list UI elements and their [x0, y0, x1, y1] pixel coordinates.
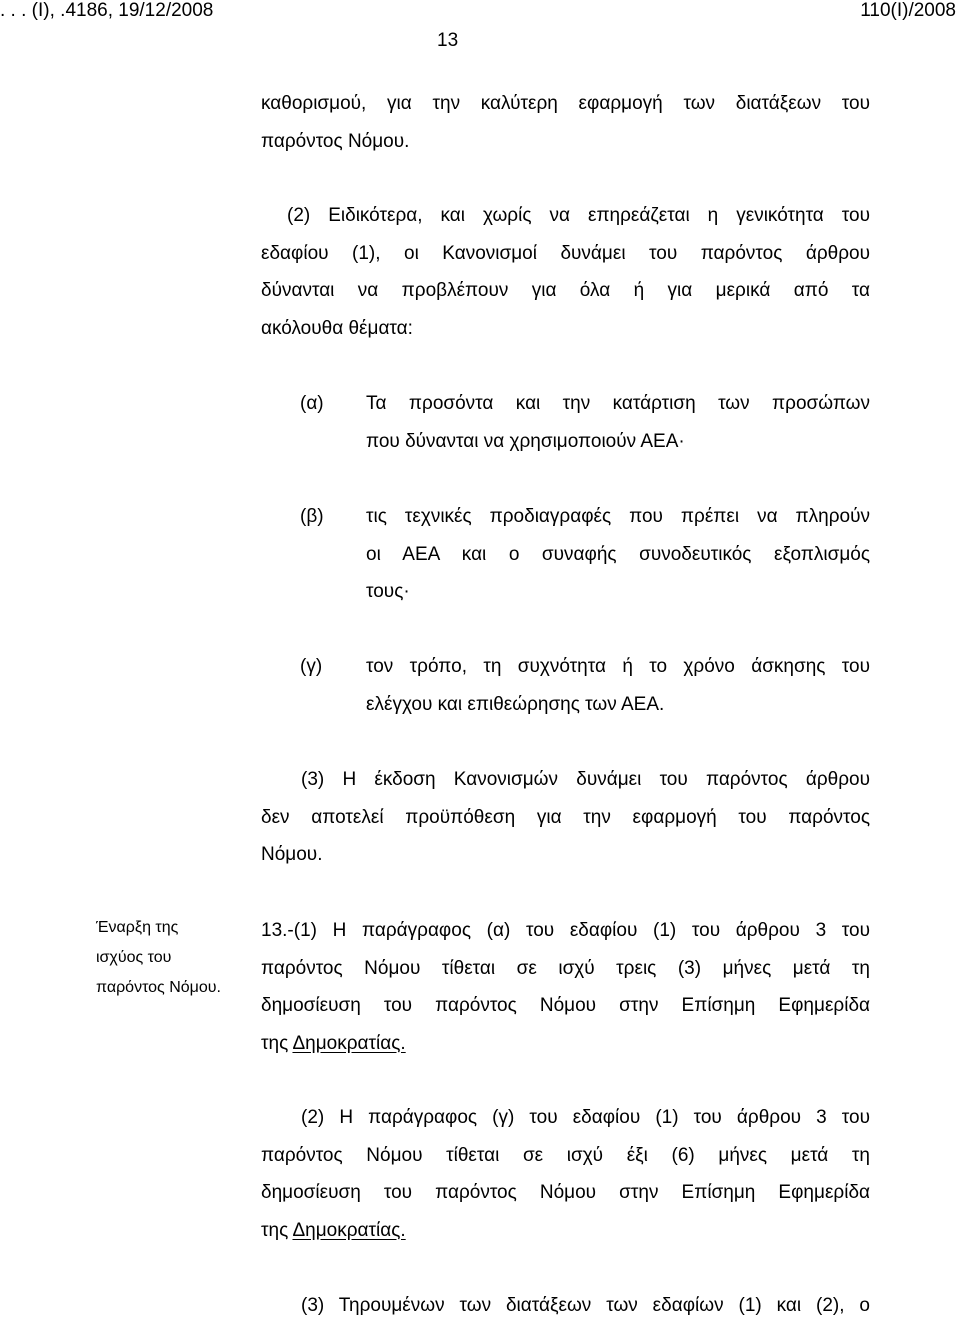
- item-c-text: [366, 648, 870, 723]
- text-line: που δύνανται να χρησιμοποιούν ΑΕΑ·: [366, 430, 685, 452]
- text-line: δημοσίευση του παρόντος Νόμου στην Επίσημη Εφημερίδα: [261, 995, 870, 1016]
- underlined-text: Δημοκρατίας.: [292, 1219, 406, 1241]
- text-line: τις τεχνικές προδιαγραφές που πρέπει να πληρούν: [366, 506, 870, 527]
- paragraph-2: [261, 197, 870, 347]
- item-b-text: [366, 498, 870, 611]
- section-13-2: [261, 1099, 870, 1249]
- header-law-number: 110(Ι)/2008: [860, 0, 956, 21]
- text-line: (3) Τηρουμένων των διατάξεων των εδαφίων (1) και (2), ο: [301, 1295, 870, 1316]
- text-line: Τα προσόντα και την κατάρτιση των προσώπων: [366, 393, 870, 414]
- page-number: 13: [437, 30, 459, 51]
- text-line: δεν αποτελεί προϋπόθεση για την εφαρμογή του παρόντος: [261, 806, 870, 828]
- margin-note: [96, 913, 246, 1003]
- text-line: [261, 1025, 870, 1063]
- text-line: (2) Η παράγραφος (γ) του εδαφίου (1) του άρθρου 3 του: [301, 1107, 870, 1128]
- text-line: δημοσίευση του παρόντος Νόμου στην Επίσημη Εφημερίδα: [261, 1182, 870, 1203]
- item-label-b: (β): [300, 506, 324, 527]
- text-line: ελέγχου και επιθεώρησης των ΑΕΑ.: [366, 693, 665, 715]
- text-line: [261, 1212, 870, 1250]
- item-a-text: [366, 385, 870, 460]
- text-fragment: της: [261, 1219, 293, 1241]
- text-line: 13.-(1) Η παράγραφος (α) του εδαφίου (1) του άρθρου 3 του: [261, 920, 870, 941]
- text-line: δύνανται να προβλέπουν για όλα ή για μερικά από τα: [261, 280, 870, 301]
- text-line: παρόντος Νόμου.: [261, 130, 410, 152]
- text-line: οι ΑΕΑ και ο συναφής συνοδευτικός εξοπλισμός: [366, 543, 870, 565]
- text-line: καθορισμού, για την καλύτερη εφαρμογή των διατάξεων του: [261, 93, 870, 114]
- text-line: τον τρόπο, τη συχνότητα ή το χρόνο άσκησης του: [366, 656, 870, 677]
- margin-note-line: Έναρξη της: [96, 919, 179, 936]
- paragraph-continuation: [261, 85, 870, 160]
- margin-note-line: ισχύος του: [96, 949, 172, 966]
- underlined-text: Δημοκρατίας.: [292, 1032, 406, 1054]
- item-label-c: (γ): [300, 656, 323, 677]
- text-line: Νόμου.: [261, 844, 323, 865]
- text-line: (3) Η έκδοση Κανονισμών δυνάμει του παρόντος άρθρου: [301, 769, 870, 790]
- text-line: τους·: [366, 581, 410, 602]
- text-line: παρόντος Νόμου τίθεται σε ισχύ τρεις (3) μήνες μετά τη: [261, 957, 870, 979]
- section-13-1: [261, 912, 870, 1062]
- item-label-a: (α): [300, 393, 324, 414]
- margin-note-line: παρόντος Νόμου.: [96, 979, 221, 996]
- section-13-3: [261, 1287, 870, 1325]
- text-fragment: της: [261, 1032, 293, 1054]
- text-line: εδαφίου (1), οι Κανονισμοί δυνάμει του παρόντος άρθρου: [261, 242, 870, 264]
- text-line: (2) Ειδικότερα, και χωρίς να επηρεάζεται η γενικότητα του: [287, 205, 870, 226]
- text-line: ακόλουθα θέματα:: [261, 317, 413, 339]
- text-line: παρόντος Νόμου τίθεται σε ισχύ έξι (6) μήνες μετά τη: [261, 1144, 870, 1166]
- header-gazette-ref: . . . (Ι), .4186, 19/12/2008: [0, 0, 214, 21]
- paragraph-3: [261, 761, 870, 874]
